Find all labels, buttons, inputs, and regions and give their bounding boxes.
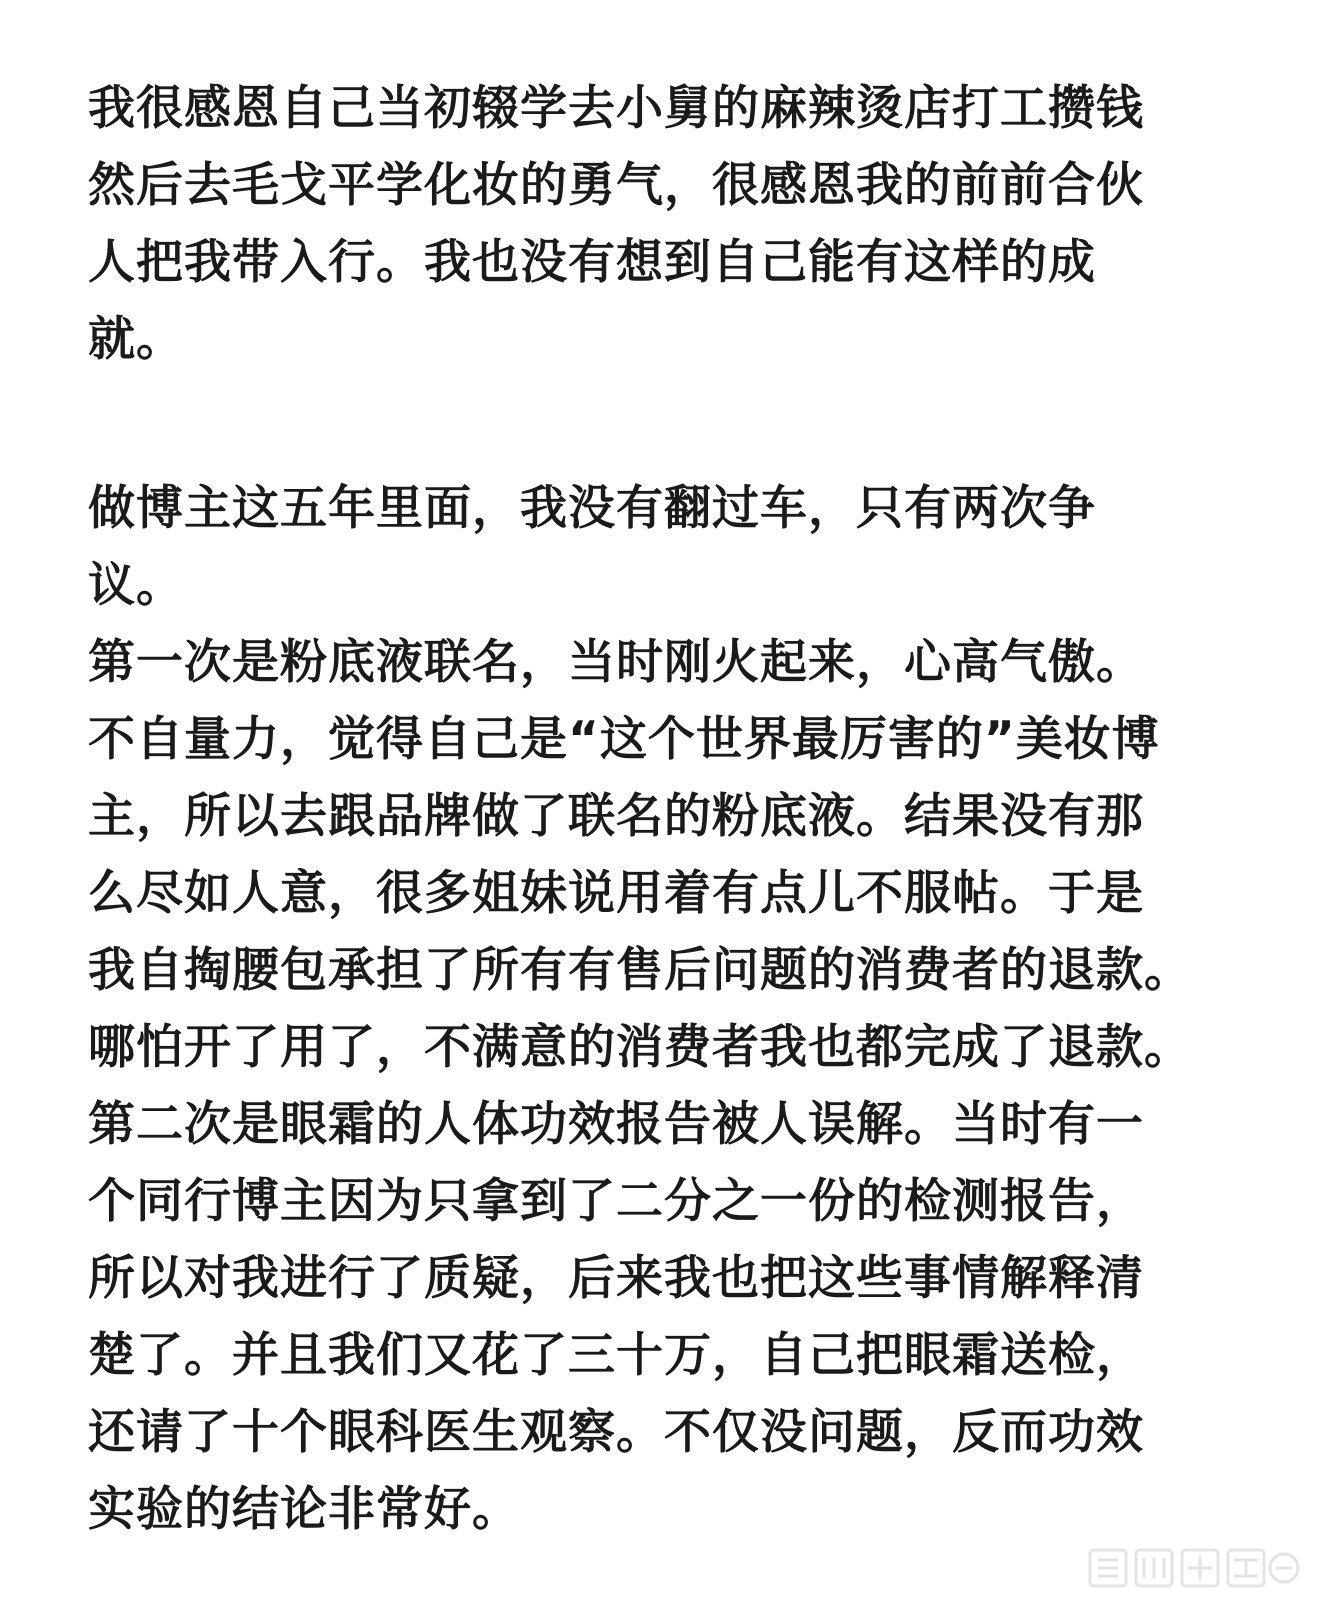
paragraph-1 xyxy=(88,70,1228,378)
paragraph-gap xyxy=(88,378,1228,470)
text-line: 个同行博主因为只拿到了二分之一份的检测报告， xyxy=(88,1174,1144,1229)
text-line: 就。 xyxy=(88,312,184,367)
weibo-watermark-icon xyxy=(1084,1540,1304,1596)
text-line: 然后去毛戈平学化妆的勇气，很感恩我的前前合伙 xyxy=(88,158,1144,213)
article-body xyxy=(88,70,1228,1548)
text-line: 我自掏腰包承担了所有有售后问题的消费者的退款。 xyxy=(88,943,1192,998)
text-line: 哪怕开了用了，不满意的消费者我也都完成了退款。 xyxy=(88,1020,1192,1075)
text-line: 么尽如人意，很多姐妹说用着有点儿不服帖。于是 xyxy=(88,866,1144,921)
text-line: 议。 xyxy=(88,558,184,613)
text-line: 还请了十个眼科医生观察。不仅没问题，反而功效 xyxy=(88,1405,1144,1460)
text-line: 主，所以去跟品牌做了联名的粉底液。结果没有那 xyxy=(88,789,1144,844)
text-line: 第二次是眼霜的人体功效报告被人误解。当时有一 xyxy=(88,1097,1144,1152)
text-line: 实验的结论非常好。 xyxy=(88,1482,520,1537)
text-line: 所以对我进行了质疑，后来我也把这些事情解释清 xyxy=(88,1251,1144,1306)
text-line: 我很感恩自己当初辍学去小舅的麻辣烫店打工攒钱 xyxy=(88,81,1144,136)
text-line: 人把我带入行。我也没有想到自己能有这样的成 xyxy=(88,235,1096,290)
text-line: 做博主这五年里面，我没有翻过车，只有两次争 xyxy=(88,481,1096,536)
text-line: 不自量力，觉得自己是“这个世界最厉害的”美妆博 xyxy=(88,712,1160,767)
text-line: 楚了。并且我们又花了三十万，自己把眼霜送检， xyxy=(88,1328,1144,1383)
paragraph-2 xyxy=(88,470,1228,1548)
text-line: 第一次是粉底液联名，当时刚火起来，心高气傲。 xyxy=(88,635,1144,690)
